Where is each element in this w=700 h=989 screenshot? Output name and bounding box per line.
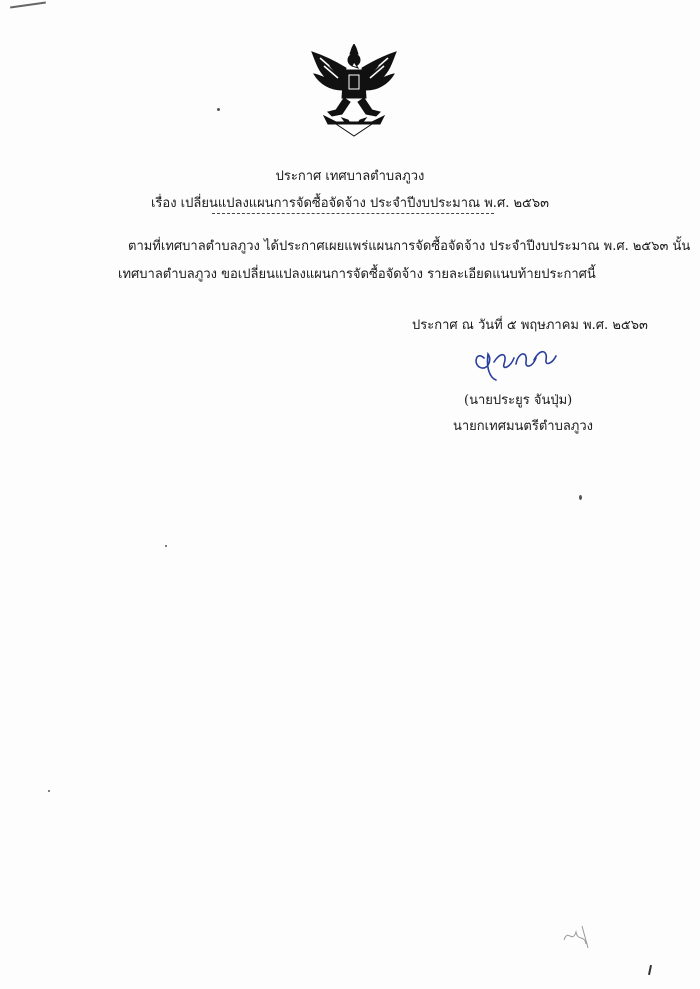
garuda-emblem-icon	[306, 44, 402, 140]
signatory-position: นายกเทศมนตรีตำบลภูวง	[453, 419, 593, 434]
signature-image	[470, 340, 560, 382]
announcement-title: ประกาศ เทศบาลตำบลภูวง	[275, 169, 425, 184]
body-paragraph-line-2: เทศบาลตำบลภูวง ขอเปลี่ยนแปลงแผนการจัดซื้อจัดจ้าง รายละเอียดแนบท้ายประกาศนี้	[118, 267, 596, 282]
announcement-subject: เรื่อง เปลี่ยนแปลงแผนการจัดซื้อจัดจ้าง ประจำปีงบประมาณ พ.ศ. ๒๕๖๓	[150, 196, 550, 211]
scan-speck	[48, 790, 50, 792]
scan-mark	[648, 965, 652, 975]
announcement-date: ประกาศ ณ วันที่ ๕ พฤษภาคม พ.ศ. ๒๕๖๓	[412, 318, 648, 333]
scan-speck	[165, 545, 167, 547]
body-paragraph-line-1: ตามที่เทศบาลตำบลภูวง ได้ประกาศเผยแพร่แผนการจัดซื้อจัดจ้าง ประจำปีงบประมาณ พ.ศ. ๒๕๖๓ นั้น	[128, 239, 691, 254]
margin-scribble	[560, 920, 596, 950]
dashed-divider	[212, 213, 494, 214]
scan-speck	[217, 108, 220, 111]
scan-speck	[579, 495, 582, 500]
scan-mark	[10, 2, 46, 9]
signatory-name: (นายประยูร จันปุ่ม)	[464, 393, 573, 408]
